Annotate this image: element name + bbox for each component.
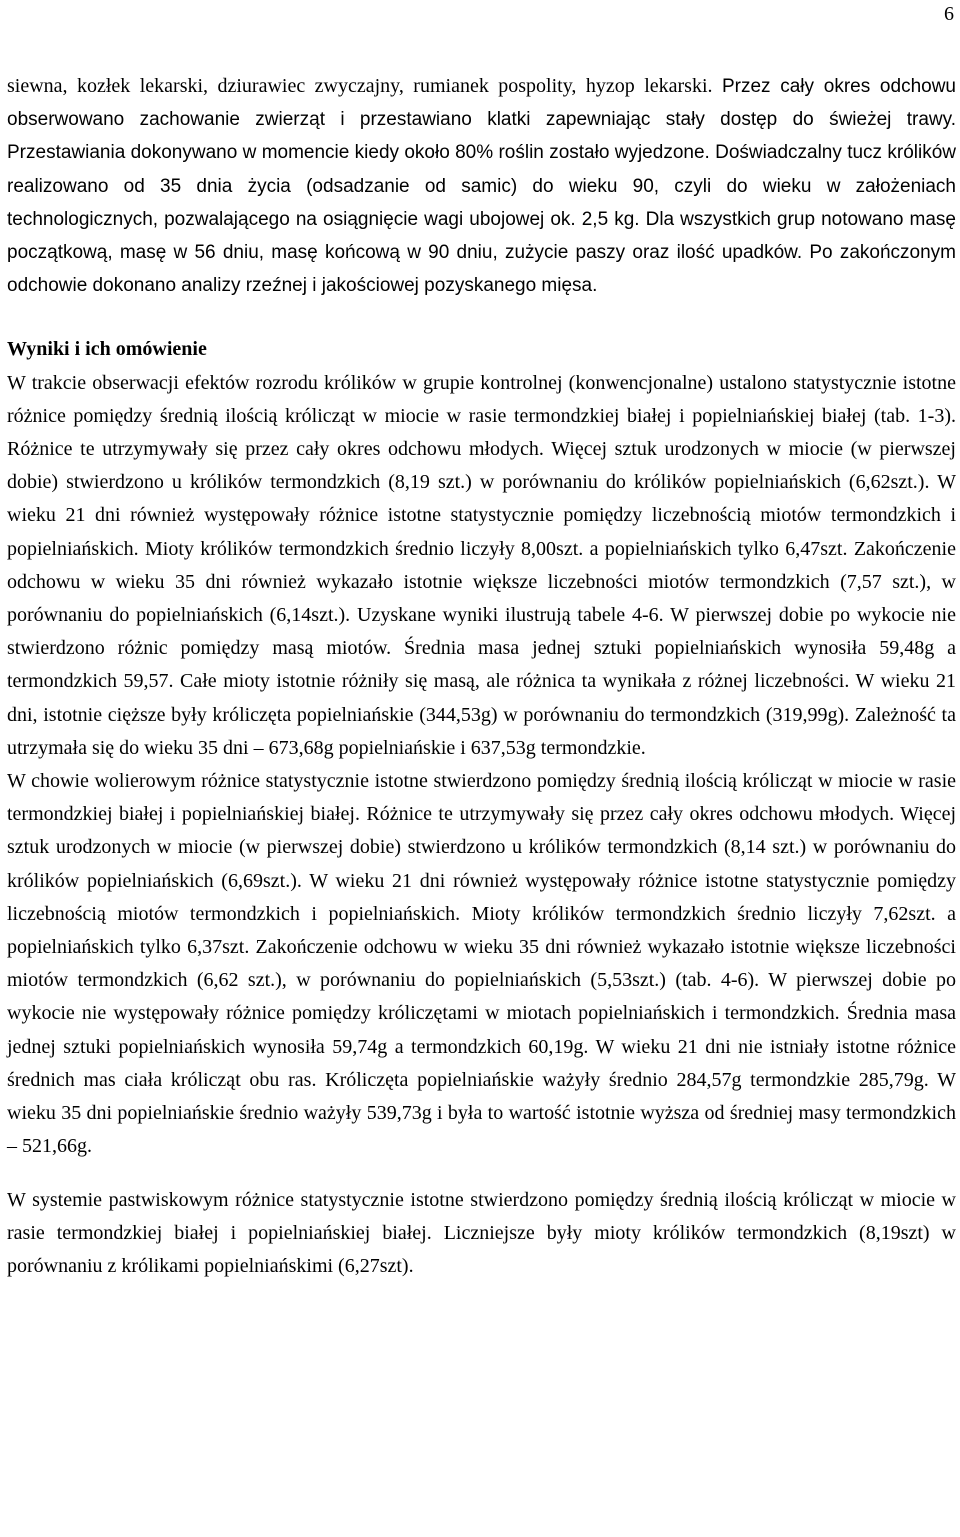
page-number: 6 — [944, 3, 954, 25]
results-paragraph-aviary: W chowie wolierowym różnice statystycznie istotne stwierdzono pomiędzy średnią ilością królicząt w miocie w rasie termondzkiej białej i popielniańskiej białej. Różnice te utrzymywały się przez cały okres odchowu młodych. Więcej sztuk urodzonych w miocie (w pierwszej dobie) stwierdzono u królików termondzkich (8,14 szt.) w porównaniu do królików popielniańskich (6,69szt.). W wieku 21 dni również występowały różnice istotne statystycznie pomiędzy liczebnością miotów termondzkich i popielniańskich. Mioty królików termondzkich średnio liczyły 7,62szt. a popielniańskich tylko 6,37szt. Zakończenie odchowu w wieku 35 dni również wykazało istotnie większe liczebności miotów termondzkich (6,62 szt.), w porównaniu do popielniańskich (5,53szt.) (tab. 4-6). W pierwszej dobie po wykocie nie występowały różnice pomiędzy króliczętami w miotach popielniańskich i termondzkich. Średnia masa jednej sztuki popielniańskich wynosiła 59,74g a termondzkich 60,19g. W wieku 21 dni nie istniały istotne różnice średnich mas ciała królicząt obu ras. Króliczęta popielniańskie ważyły średnio 284,57g termondzkie 285,79g. W wieku 35 dni popielniańskie średnio ważyły 539,73g i była to wartość istotnie wyższa od średniej masy termondzkich – 521,66g. — [7, 770, 956, 1158]
results-paragraph-pasture: W systemie pastwiskowym różnice statystycznie istotne stwierdzono pomiędzy średnią ilością królicząt w miocie w rasie termondzkiej białej i popielniańskiej białej. Liczniejsze były mioty królików termondzkich (8,19szt) w porównaniu z królikami popielniańskimi (6,27szt). — [7, 1188, 956, 1277]
page-body — [7, 70, 956, 1283]
text-segment: Dla wszystkich grup notowano masę początkową, masę w 56 dniu, masę końcową w 90 dniu, zużycie paszy oraz ilość upadków. Po zakończonym odchowie dokonano analizy rzeźnej i jakościowej pozyskanego mięsa. — [7, 208, 956, 297]
results-paragraph-control: W trakcie obserwacji efektów rozrodu królików w grupie kontrolnej (konwencjonalne) ustalono statystycznie istotne różnice pomiędzy średnią ilością królicząt w miocie w rasie termondzkiej białej i popielniańskiej białej (tab. 1-3). Różnice te utrzymywały się przez cały okres odchowu młodych. Więcej sztuk urodzonych w miocie (w pierwszej dobie) stwierdzono u królików termondzkich (8,19 szt.) w porównaniu do królików popielniańskich (6,62szt.). W wieku 21 dni również występowały różnice istotne statystycznie pomiędzy liczebnością miotów termondzkich i popielniańskich. Mioty królików termondzkich średnio liczyły 8,00szt. a popielniańskich tylko 6,47szt. Zakończenie odchowu w wieku 35 dni również wykazało istotnie większe liczebności miotów termondzkich (7,57 szt.), w porównaniu do popielniańskich (6,14szt.). Uzyskane wyniki ilustrują tabele 4-6. W pierwszej dobie po wykocie nie stwierdzono różnic pomiędzy masą miotów. Średnia masa jednej sztuki popielniańskich wynosiła 59,48g a termondzkich 59,57. Całe mioty istotnie różniły się masą, ale różnica ta wynikała z różnej liczebności. W wieku 21 dni, istotnie cięższe były króliczęta popielniańskie (344,53g) w porównaniu do termondzkich (319,99g). Zależność ta utrzymała się do wieku 35 dni – 673,68g popielniańskie i 637,53g termondzkie. — [7, 371, 956, 759]
section-heading: Wyniki i ich omówienie — [7, 338, 207, 361]
text-segment: siewna, kozłek lekarski, dziurawiec zwyczajny, rumianek pospolity, hyzop lekarski. — [7, 75, 722, 97]
text-segment: Przez cały okres odchowu obserwowano zachowanie zwierząt i przestawiano klatki zapewniając stały dostęp do świeżej trawy. Przestawiania dokonywano w momencie kiedy około 80% roślin zostało wyjedzone. — [7, 76, 956, 164]
text-segment: Doświadczalny tucz królików realizowano od 35 dnia życia (odsadzanie od samic) do wieku 90, czyli do wieku w założeniach technologicznych, pozwalającego na osiągnięcie wagi ubojowej ok. 2,5 kg. — [7, 142, 956, 230]
methods-paragraph — [7, 70, 956, 302]
